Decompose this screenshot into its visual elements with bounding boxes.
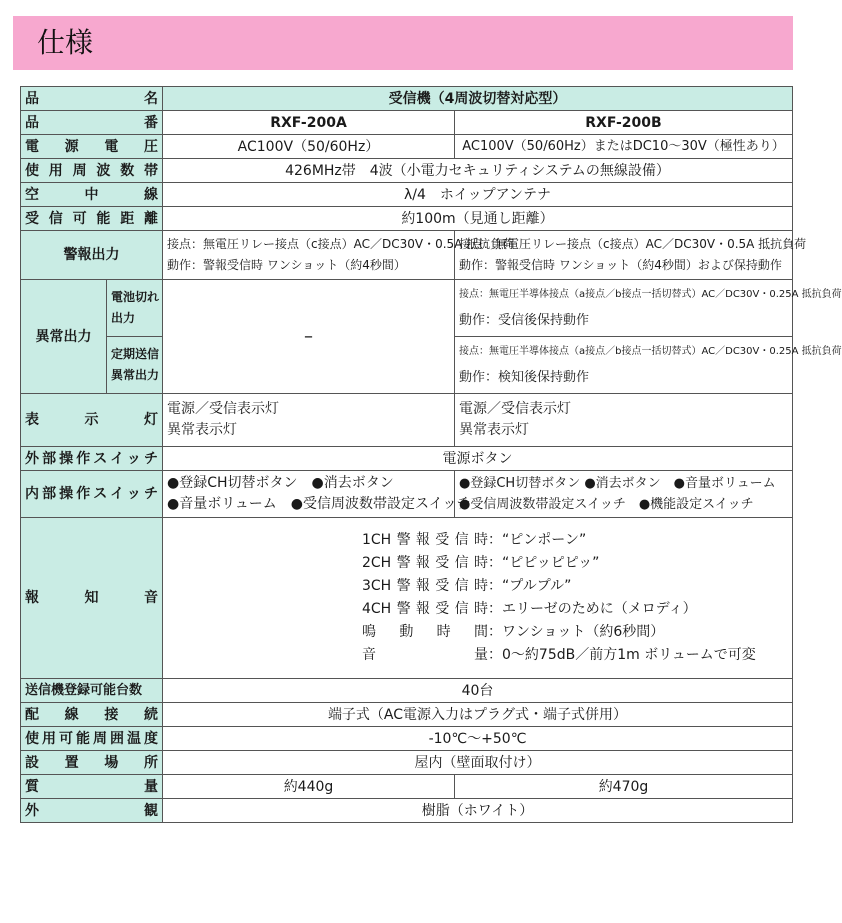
- row-ext-switch: [21, 447, 793, 471]
- label-battery-out: [107, 280, 163, 337]
- label-int-switch: 内部操作スイッチ: [21, 471, 163, 518]
- int-switch-a-2: ●音量ボリューム ●受信周波数帯設定スイッチ: [167, 496, 471, 512]
- location-value: 屋内（壁面取付け）: [163, 751, 793, 775]
- label-weight: 質量: [21, 775, 163, 799]
- label-battery-out-2: 出力: [111, 311, 136, 325]
- row-location: [21, 751, 793, 775]
- weight-b: 約470g: [455, 775, 793, 799]
- alarm-output-b: [455, 231, 807, 280]
- sound-row-value: ：“ピンポーン”: [488, 532, 587, 548]
- model-a: RXF-200A: [163, 111, 455, 135]
- row-product-name: [21, 87, 793, 111]
- row-frequency: [21, 159, 793, 183]
- row-wiring: [21, 703, 793, 727]
- alarm-output-b-action: 動作：警報受信時 ワンショット（約4秒間）および保持動作: [459, 258, 782, 272]
- row-tx-count: [21, 679, 793, 703]
- int-switch-a: [163, 471, 471, 518]
- sound-row-key: 鳴動時間: [362, 624, 488, 640]
- label-model: 品番: [21, 111, 163, 135]
- weight-a: 約440g: [163, 775, 455, 799]
- sound-row-value: ：ワンショット（約6秒間）: [488, 624, 665, 640]
- sound-row-key: 4CH警報受信時: [362, 601, 488, 617]
- alarm-output-b-contact: 接点：無電圧リレー接点（c接点）AC／DC30V・0.5A 抵抗負荷: [459, 237, 807, 251]
- sound-row-key: 3CH警報受信時: [362, 578, 488, 594]
- label-ext-switch: 外部操作スイッチ: [21, 447, 163, 471]
- sound-row: [362, 575, 788, 598]
- power-a: AC100V（50/60Hz）: [163, 135, 455, 159]
- label-indicator: 表示灯: [21, 394, 163, 447]
- row-alarm-output: [21, 231, 793, 280]
- label-wiring: 配線接続: [21, 703, 163, 727]
- abnormal-periodic-b-contact: 接点：無電圧半導体接点（a接点／b接点一括切替式）AC／DC30V・0.25A 抵抗負荷: [459, 346, 842, 357]
- sound-row: [362, 529, 788, 552]
- alarm-output-a-contact: 接点：無電圧リレー接点（c接点）AC／DC30V・0.5A 抵抗負荷: [167, 237, 515, 251]
- indicator-b: [455, 394, 793, 447]
- row-antenna: [21, 183, 793, 207]
- title-bar: [13, 16, 793, 70]
- abnormal-battery-b-contact: 接点：無電圧半導体接点（a接点／b接点一括切替式）AC／DC30V・0.25A 抵抗負荷: [459, 289, 842, 300]
- label-product-name: 品名: [21, 87, 163, 111]
- row-sound: [21, 518, 793, 679]
- label-abnormal-output: 異常出力: [21, 280, 107, 394]
- ext-switch-value: 電源ボタン: [163, 447, 793, 471]
- power-b: AC100V（50/60Hz）またはDC10～30V（極性あり）: [455, 135, 793, 159]
- int-switch-b-1: ●登録CH切替ボタン ●消去ボタン ●音量ボリューム: [459, 476, 776, 491]
- row-abnormal-battery: [21, 280, 793, 337]
- row-power: [21, 135, 793, 159]
- abnormal-battery-b-action: 動作：受信後保持動作: [459, 313, 590, 328]
- row-indicator: [21, 394, 793, 447]
- frequency-value: 426MHz帯 4波（小電力セキュリティシステムの無線設備）: [163, 159, 793, 183]
- model-b: RXF-200B: [455, 111, 793, 135]
- antenna-value: λ/4 ホイップアンテナ: [163, 183, 793, 207]
- row-appearance: [21, 799, 793, 823]
- label-temperature: 使用可能周囲温度: [21, 727, 163, 751]
- alarm-output-a: [163, 231, 515, 280]
- sound-row-value: ：“ピピッピピッ”: [488, 555, 600, 571]
- label-alarm-output: 警報出力: [21, 231, 163, 280]
- indicator-b-2: 異常表示灯: [459, 422, 529, 438]
- abnormal-a-value: –: [163, 280, 455, 394]
- indicator-a-2: 異常表示灯: [167, 422, 237, 438]
- sound-row: [362, 552, 788, 575]
- appearance-value: 樹脂（ホワイト）: [163, 799, 793, 823]
- row-int-switch: [21, 471, 793, 518]
- sound-row: [362, 621, 788, 644]
- label-power: 電源電圧: [21, 135, 163, 159]
- label-antenna: 空中線: [21, 183, 163, 207]
- sound-row-key: 1CH警報受信時: [362, 532, 488, 548]
- sound-row-value: ：“プルプル”: [488, 578, 572, 594]
- int-switch-b: [455, 471, 793, 518]
- label-frequency: 使用周波数帯: [21, 159, 163, 183]
- indicator-a-1: 電源／受信表示灯: [167, 401, 279, 417]
- abnormal-periodic-b-action: 動作：検知後保持動作: [459, 370, 590, 385]
- abnormal-periodic-b: [455, 337, 842, 394]
- label-appearance: 外観: [21, 799, 163, 823]
- label-sound: 報知音: [21, 518, 163, 679]
- label-battery-out-1: 電池切れ: [111, 290, 160, 304]
- range-value: 約100m（見通し距離）: [163, 207, 793, 231]
- label-periodic-out-1: 定期送信: [111, 347, 160, 361]
- label-location: 設置場所: [21, 751, 163, 775]
- alarm-output-a-action: 動作：警報受信時 ワンショット（約4秒間）: [167, 258, 406, 272]
- page-title: 仕様: [37, 26, 94, 59]
- wiring-value: 端子式（AC電源入力はプラグ式・端子式併用）: [163, 703, 793, 727]
- indicator-b-1: 電源／受信表示灯: [459, 401, 571, 417]
- int-switch-b-2: ●受信周波数帯設定スイッチ ●機能設定スイッチ: [459, 497, 754, 512]
- sound-row-key: 音量: [362, 647, 488, 663]
- row-weight: [21, 775, 793, 799]
- label-periodic-out-2: 異常出力: [111, 368, 160, 382]
- label-range: 受信可能距離: [21, 207, 163, 231]
- spec-table: [20, 86, 842, 823]
- sound-value: [163, 518, 793, 679]
- temperature-value: -10℃～+50℃: [163, 727, 793, 751]
- int-switch-a-1: ●登録CH切替ボタン ●消去ボタン: [167, 475, 394, 491]
- sound-row-value: ：0～約75dB／前方1m ボリュームで可変: [488, 647, 756, 663]
- sound-row-value: ：エリーゼのために（メロディ）: [488, 601, 697, 617]
- abnormal-battery-b: [455, 280, 842, 337]
- row-range: [21, 207, 793, 231]
- row-temperature: [21, 727, 793, 751]
- row-model: [21, 111, 793, 135]
- label-tx-count: 送信機登録可能台数: [21, 679, 163, 703]
- sound-list: [362, 529, 788, 667]
- sound-row-key: 2CH警報受信時: [362, 555, 488, 571]
- indicator-a: [163, 394, 455, 447]
- tx-count-value: 40台: [163, 679, 793, 703]
- sound-row: [362, 644, 788, 667]
- sound-row: [362, 598, 788, 621]
- product-name-value: 受信機（4周波切替対応型）: [163, 87, 793, 111]
- label-periodic-out: [107, 337, 163, 394]
